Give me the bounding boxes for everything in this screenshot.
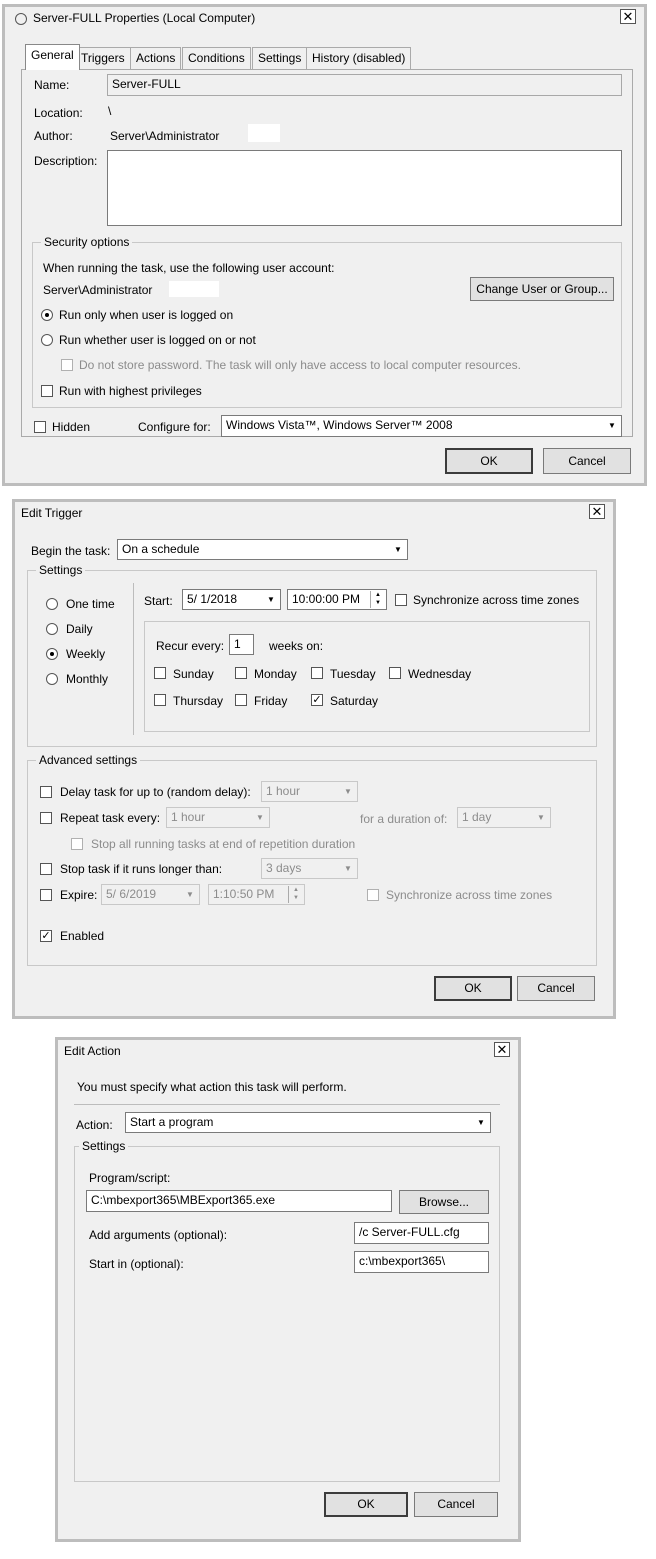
recur-every-input[interactable]: 1 xyxy=(229,634,254,655)
sunday-label: Sunday xyxy=(173,667,214,681)
start-time-spinner[interactable] xyxy=(287,589,387,610)
redacted-box xyxy=(248,124,280,142)
start-date-picker[interactable] xyxy=(182,589,281,610)
tab-actions[interactable]: Actions xyxy=(130,47,181,69)
daily-label: Daily xyxy=(66,622,93,636)
edit-action-dialog xyxy=(55,1037,521,1542)
ok-button[interactable]: OK xyxy=(324,1492,408,1517)
action-titlebar xyxy=(58,1040,518,1062)
start-time-value: 10:00:00 PM xyxy=(292,592,361,606)
stop-all-checkbox[interactable] xyxy=(71,838,83,850)
trigger-settings-title: Settings xyxy=(36,563,85,577)
tab-conditions[interactable]: Conditions xyxy=(182,47,251,69)
stop-longer-select[interactable] xyxy=(261,858,358,879)
duration-label: for a duration of: xyxy=(360,812,448,826)
duration-select[interactable] xyxy=(457,807,551,828)
tab-triggers[interactable]: Triggers xyxy=(75,47,131,69)
one-time-radio[interactable] xyxy=(46,598,58,610)
properties-title: Server-FULL Properties (Local Computer) xyxy=(33,11,256,25)
spinner-arrows-icon[interactable]: ▲ ▼ xyxy=(370,591,385,608)
cancel-button[interactable]: Cancel xyxy=(414,1492,498,1517)
security-options-group xyxy=(32,235,622,408)
enabled-checkbox[interactable]: ✓ xyxy=(41,930,51,942)
weekly-label: Weekly xyxy=(66,647,106,661)
highest-privileges-label: Run with highest privileges xyxy=(59,384,202,398)
hidden-checkbox[interactable] xyxy=(34,421,46,433)
weeks-on-label: weeks on: xyxy=(269,639,324,653)
one-time-label: One time xyxy=(66,597,115,611)
run-logged-on-radio[interactable] xyxy=(41,309,53,321)
monday-label: Monday xyxy=(254,667,297,681)
delay-checkbox[interactable] xyxy=(40,786,52,798)
run-whether-label: Run whether user is logged on or not xyxy=(59,333,256,347)
expire-checkbox[interactable] xyxy=(40,889,52,901)
description-field[interactable] xyxy=(107,150,622,226)
action-select[interactable] xyxy=(125,1112,491,1133)
args-label: Add arguments (optional): xyxy=(89,1228,228,1242)
stop-all-label: Stop all running tasks at end of repetition duration xyxy=(91,837,356,851)
action-settings-group xyxy=(74,1139,500,1482)
schedule-divider xyxy=(133,583,134,735)
browse-button[interactable]: Browse... xyxy=(399,1190,489,1214)
action-label: Action: xyxy=(76,1118,113,1132)
expire-time-value: 1:10:50 PM xyxy=(213,887,275,901)
author-label: Author: xyxy=(34,129,73,143)
cancel-button[interactable]: Cancel xyxy=(517,976,595,1001)
description-label: Description: xyxy=(34,154,98,168)
configure-label: Configure for: xyxy=(138,420,211,434)
chevron-down-icon[interactable]: ▼ xyxy=(608,421,616,430)
location-value: \ xyxy=(108,104,112,118)
author-value: Server\Administrator xyxy=(110,129,220,143)
location-label: Location: xyxy=(34,106,83,120)
enabled-label: Enabled xyxy=(60,929,105,943)
no-store-password-label: Do not store password. The task will only have access to local computer resources. xyxy=(79,358,521,372)
daily-radio[interactable] xyxy=(46,623,58,635)
action-settings-title: Settings xyxy=(79,1139,128,1153)
monthly-radio[interactable] xyxy=(46,673,58,685)
start-label: Start: xyxy=(144,594,173,608)
general-panel xyxy=(21,69,633,437)
args-input[interactable]: /c Server-FULL.cfg xyxy=(354,1222,489,1244)
start-date-value: 5/ 1/2018 xyxy=(187,592,238,606)
action-value: Start a program xyxy=(130,1115,214,1129)
stop-longer-value: 3 days xyxy=(266,861,302,875)
chevron-down-icon[interactable]: ▼ xyxy=(256,813,264,822)
recur-every-label: Recur every: xyxy=(156,639,225,653)
delay-label: Delay task for up to (random delay): xyxy=(60,785,251,799)
advanced-title: Advanced settings xyxy=(36,753,140,767)
hidden-label: Hidden xyxy=(52,420,91,434)
tuesday-checkbox[interactable] xyxy=(311,667,323,679)
configure-value: Windows Vista™, Windows Server™ 2008 xyxy=(226,418,453,432)
begin-task-value: On a schedule xyxy=(122,542,200,556)
cancel-button[interactable]: Cancel xyxy=(543,448,631,474)
chevron-down-icon[interactable]: ▼ xyxy=(186,890,194,899)
properties-titlebar xyxy=(5,7,644,29)
clock-icon xyxy=(15,13,27,25)
spinner-arrows-icon[interactable]: ▲ ▼ xyxy=(288,886,303,903)
program-label: Program/script: xyxy=(89,1171,171,1185)
close-icon[interactable]: ✕ xyxy=(589,504,605,519)
saturday-label: Saturday xyxy=(330,694,379,708)
tab-general[interactable]: General xyxy=(25,44,80,70)
thursday-label: Thursday xyxy=(173,694,224,708)
ok-button[interactable]: OK xyxy=(434,976,512,1001)
monthly-label: Monthly xyxy=(66,672,109,686)
security-title: Security options xyxy=(41,235,132,249)
friday-label: Friday xyxy=(254,694,288,708)
wednesday-checkbox[interactable] xyxy=(389,667,401,679)
tuesday-label: Tuesday xyxy=(330,667,376,681)
begin-task-select[interactable] xyxy=(117,539,408,560)
run-logged-on-label: Run only when user is logged on xyxy=(59,308,234,322)
begin-task-label: Begin the task: xyxy=(31,544,111,558)
edit-trigger-dialog xyxy=(12,499,616,1019)
run-whether-radio[interactable] xyxy=(41,334,53,346)
repeat-checkbox[interactable] xyxy=(40,812,52,824)
wednesday-label: Wednesday xyxy=(408,667,472,681)
expire-sync-checkbox[interactable] xyxy=(367,889,379,901)
advanced-settings-group xyxy=(27,753,597,966)
chevron-down-icon[interactable]: ▼ xyxy=(394,545,402,554)
expire-time-spinner[interactable] xyxy=(208,884,305,905)
weekly-radio[interactable] xyxy=(46,648,58,660)
sunday-checkbox[interactable] xyxy=(154,667,166,679)
trigger-titlebar xyxy=(15,502,613,524)
stop-longer-label: Stop task if it runs longer than: xyxy=(60,862,223,876)
duration-value: 1 day xyxy=(462,810,492,824)
repeat-select[interactable] xyxy=(166,807,270,828)
no-store-password-checkbox[interactable] xyxy=(61,359,73,371)
repeat-value: 1 hour xyxy=(171,810,206,824)
chevron-down-icon[interactable]: ▼ xyxy=(344,864,352,873)
ok-button[interactable]: OK xyxy=(445,448,533,474)
start-in-input[interactable]: c:\mbexport365\ xyxy=(354,1251,489,1273)
expire-date-value: 5/ 6/2019 xyxy=(106,887,157,901)
expire-date-picker[interactable] xyxy=(101,884,200,905)
account-prompt: When running the task, use the following user account: xyxy=(43,261,335,275)
delay-select[interactable] xyxy=(261,781,358,802)
expire-sync-label: Synchronize across time zones xyxy=(386,888,553,902)
thursday-checkbox[interactable] xyxy=(154,694,166,706)
chevron-down-icon[interactable]: ▼ xyxy=(344,787,352,796)
delay-value: 1 hour xyxy=(266,784,301,798)
close-icon[interactable]: ✕ xyxy=(620,9,636,24)
sync-timezones-label: Synchronize across time zones xyxy=(413,593,580,607)
repeat-label: Repeat task every: xyxy=(60,811,161,825)
friday-checkbox[interactable] xyxy=(235,694,247,706)
highest-privileges-checkbox[interactable] xyxy=(41,385,53,397)
trigger-title: Edit Trigger xyxy=(21,506,83,520)
start-in-label: Start in (optional): xyxy=(89,1257,184,1271)
name-label: Name: xyxy=(34,78,70,92)
redacted-box xyxy=(169,281,219,297)
chevron-down-icon[interactable]: ▼ xyxy=(267,595,275,604)
tab-history[interactable]: History (disabled) xyxy=(306,47,411,69)
expire-label: Expire: xyxy=(60,888,98,902)
chevron-down-icon[interactable]: ▼ xyxy=(537,813,545,822)
tab-settings[interactable]: Settings xyxy=(252,47,307,69)
saturday-checkbox[interactable]: ✓ xyxy=(312,694,322,706)
monday-checkbox[interactable] xyxy=(235,667,247,679)
properties-dialog xyxy=(2,4,647,486)
sync-timezones-checkbox[interactable] xyxy=(395,594,407,606)
change-user-button[interactable]: Change User or Group... xyxy=(470,277,614,301)
program-input[interactable]: C:\mbexport365\MBExport365.exe xyxy=(86,1190,392,1212)
trigger-settings-group xyxy=(27,563,597,747)
instruction-text: You must specify what action this task will perform. xyxy=(77,1080,347,1094)
stop-longer-checkbox[interactable] xyxy=(40,863,52,875)
action-title: Edit Action xyxy=(64,1044,121,1058)
configure-select[interactable] xyxy=(221,415,622,437)
chevron-down-icon[interactable]: ▼ xyxy=(477,1118,485,1127)
close-icon[interactable]: ✕ xyxy=(494,1042,510,1057)
name-field[interactable]: Server-FULL xyxy=(107,74,622,96)
account-value: Server\Administrator xyxy=(43,283,153,297)
instruction-divider xyxy=(74,1104,500,1105)
